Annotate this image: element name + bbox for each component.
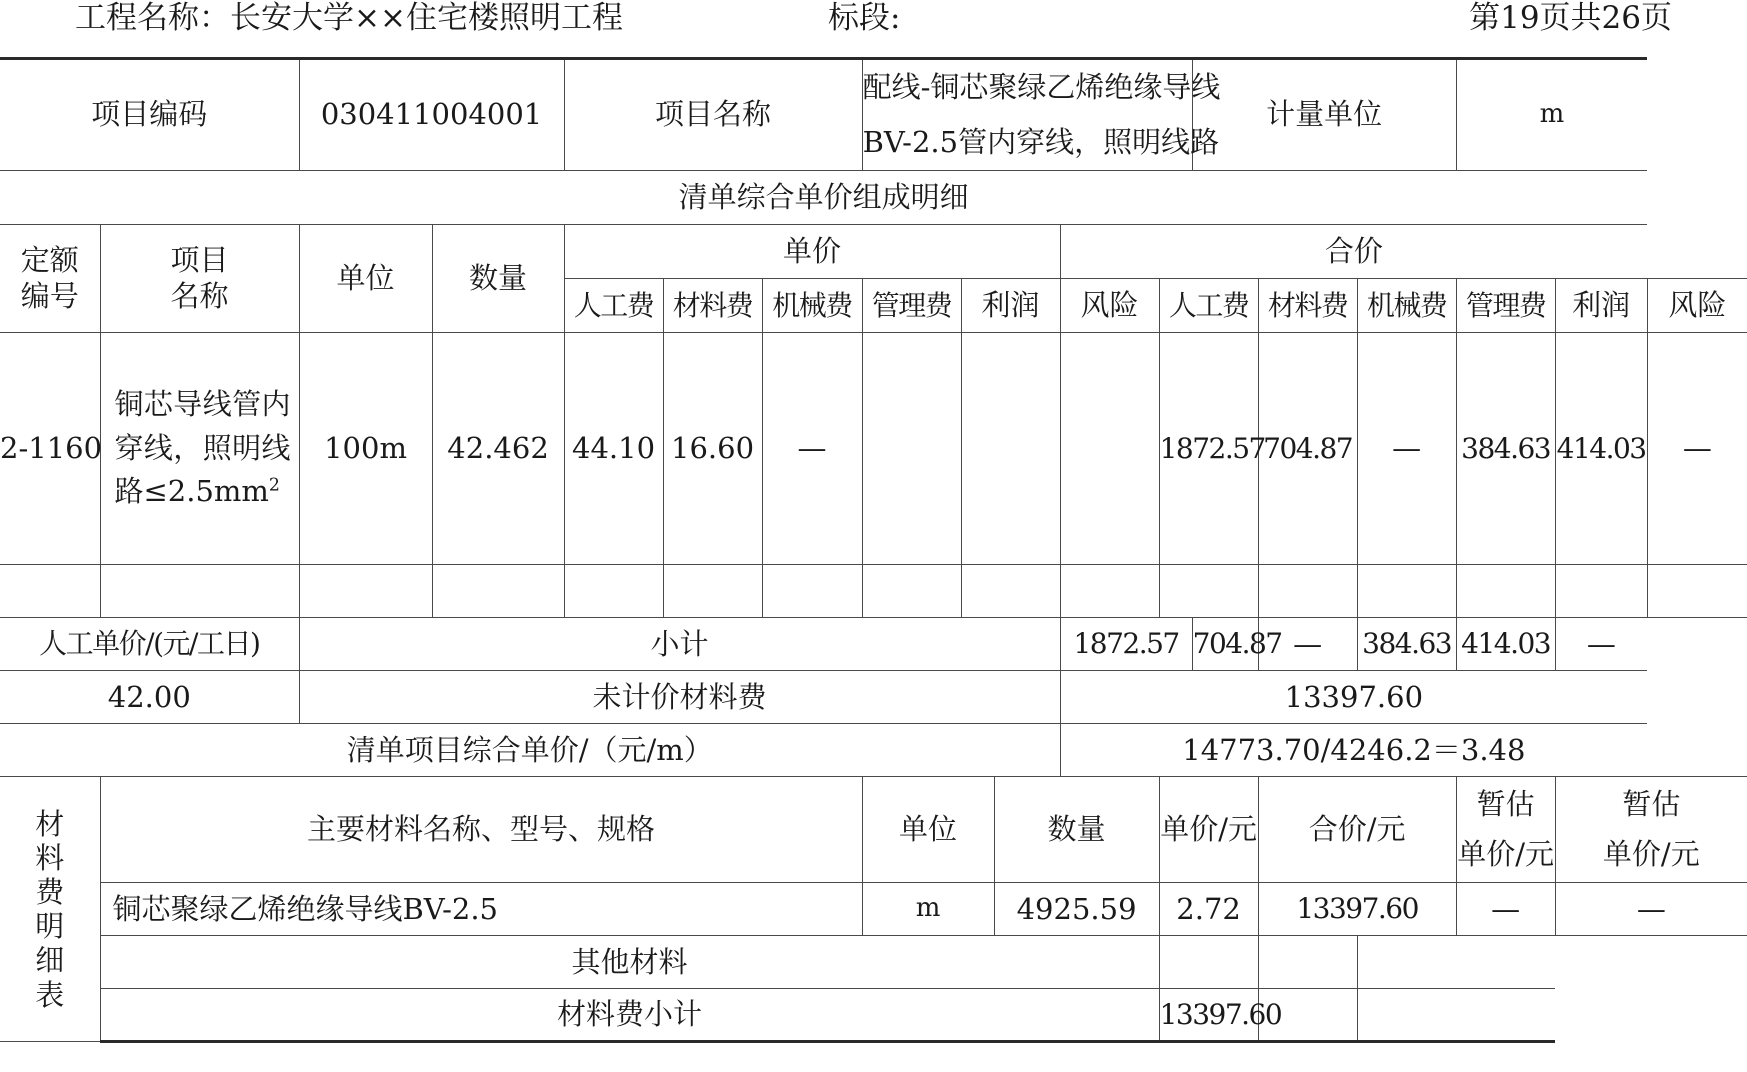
tp-machine: —: [1357, 333, 1456, 565]
col-qty: 数量: [432, 225, 564, 333]
item-unit: m: [1456, 59, 1647, 171]
est-unit-line1: 暂估: [1476, 787, 1535, 822]
subtotal-material: 704.87: [1192, 618, 1258, 671]
est-total-line2: 单价/元: [1602, 836, 1700, 871]
quota-unit: 100m: [299, 333, 432, 565]
labor-rate-label: 人工单价/(元/工日): [0, 618, 299, 671]
page-header: [0, 0, 1747, 56]
unpriced-material-value: 13397.60: [1060, 671, 1647, 724]
up-material: 16.60: [663, 333, 762, 565]
side-char: 表: [35, 977, 65, 1012]
labor-rate-value: 42.00: [0, 671, 299, 724]
material-total: 13397.60: [1258, 883, 1456, 936]
subtotal-risk: —: [1555, 618, 1647, 671]
item-code: 030411004001: [299, 59, 564, 171]
other-materials-label: 其他材料: [100, 936, 1159, 989]
est-unit-line2: 单价/元: [1457, 836, 1555, 871]
up-profit: [961, 333, 1060, 565]
up-management: [862, 333, 961, 565]
material-subtotal-label: 材料费小计: [100, 989, 1159, 1042]
up-machine: —: [762, 333, 862, 565]
detail-title: 清单综合单价组成明细: [0, 171, 1647, 225]
col-up-management: 管理费: [862, 279, 961, 333]
section-label: 标段:: [828, 0, 901, 36]
material-subtotal-value: 13397.60: [1159, 989, 1258, 1042]
col-up-risk: 风险: [1060, 279, 1159, 333]
unit-price-analysis-table: [0, 57, 1747, 1043]
material-col-est-unit: [1456, 777, 1555, 883]
material-detail-side-label: [0, 777, 100, 1042]
material-col-qty: 数量: [994, 777, 1159, 883]
subtotal-label: 小计: [299, 618, 1060, 671]
page-number: 第19页共26页: [1469, 0, 1672, 36]
col-tp-risk: 风险: [1647, 279, 1747, 333]
est-total-line1: 暂估: [1622, 787, 1681, 822]
material-unit: m: [862, 883, 994, 936]
material-est-unit: —: [1456, 883, 1555, 936]
tp-material: 704.87: [1258, 333, 1357, 565]
unpriced-material-label: 未计价材料费: [299, 671, 1060, 724]
col-up-material: 材料费: [663, 279, 762, 333]
project-name: 工程名称：长安大学××住宅楼照明工程: [75, 0, 623, 36]
material-col-est-total: [1555, 777, 1747, 883]
item-name-line1: 配线-铜芯聚绿乙烯绝缘导线: [862, 70, 1221, 104]
up-risk: [1060, 333, 1159, 565]
subtotal-machine: —: [1258, 618, 1357, 671]
item-name-line2: BV-2.5管内穿线，照明线路: [862, 125, 1220, 160]
side-char: 费: [35, 874, 65, 909]
composite-price-value: 14773.70/4246.2＝3.48: [1060, 724, 1647, 777]
table-row: [0, 333, 1747, 565]
side-char: 料: [35, 840, 65, 875]
col-up-labor: 人工费: [564, 279, 663, 333]
quota-item-name: [100, 333, 299, 565]
material-col-total: 合价/元: [1258, 777, 1456, 883]
col-up-profit: 利润: [961, 279, 1060, 333]
side-char: 明: [35, 909, 65, 944]
subtotal-profit: 414.03: [1456, 618, 1555, 671]
tp-profit: 414.03: [1555, 333, 1647, 565]
material-unit-price: 2.72: [1159, 883, 1258, 936]
item-name-label: 项目名称: [564, 59, 862, 171]
subtotal-labor: 1872.57: [1060, 618, 1192, 671]
tp-labor: 1872.57: [1159, 333, 1258, 565]
col-unit: 单位: [299, 225, 432, 333]
col-tp-profit: 利润: [1555, 279, 1647, 333]
subtotal-management: 384.63: [1357, 618, 1456, 671]
quota-item-name-text: 铜芯导线管内穿线，照明线路≤2.5mm: [114, 387, 291, 509]
quota-item-name-sup: 2: [268, 475, 280, 496]
material-col-unit: 单位: [862, 777, 994, 883]
tp-risk: —: [1647, 333, 1747, 565]
side-char: 材: [35, 806, 65, 841]
col-unit-price: 单价: [564, 225, 1060, 279]
material-col-unit-price: 单价/元: [1159, 777, 1258, 883]
quota-code: 2-1160: [0, 333, 100, 565]
item-name: [862, 59, 1221, 171]
col-quota-no-line2: 编号: [20, 278, 79, 313]
col-quota-no: [0, 225, 100, 333]
empty-row: [0, 565, 1747, 618]
col-tp-material: 材料费: [1258, 279, 1357, 333]
tp-management: 384.63: [1456, 333, 1555, 565]
col-item-name: [100, 225, 299, 333]
col-item-name-line2: 名称: [170, 278, 229, 313]
material-name: 铜芯聚绿乙烯绝缘导线BV-2.5: [100, 883, 862, 936]
side-char: 细: [35, 943, 65, 978]
col-tp-labor: 人工费: [1159, 279, 1258, 333]
up-labor: 44.10: [564, 333, 663, 565]
unit-label: 计量单位: [1192, 59, 1456, 171]
composite-price-label: 清单项目综合单价/（元/m）: [0, 724, 1060, 777]
material-est-total: —: [1555, 883, 1747, 936]
col-tp-machine: 机械费: [1357, 279, 1456, 333]
col-quota-no-line1: 定额: [20, 243, 79, 278]
table-row: [0, 883, 1747, 936]
quota-qty: 42.462: [432, 333, 564, 565]
material-qty: 4925.59: [994, 883, 1159, 936]
col-item-name-line1: 项目: [170, 243, 229, 278]
material-col-name: 主要材料名称、型号、规格: [100, 777, 862, 883]
col-tp-management: 管理费: [1456, 279, 1555, 333]
item-code-label: 项目编码: [0, 59, 299, 171]
col-total-price: 合价: [1060, 225, 1647, 279]
col-up-machine: 机械费: [762, 279, 862, 333]
